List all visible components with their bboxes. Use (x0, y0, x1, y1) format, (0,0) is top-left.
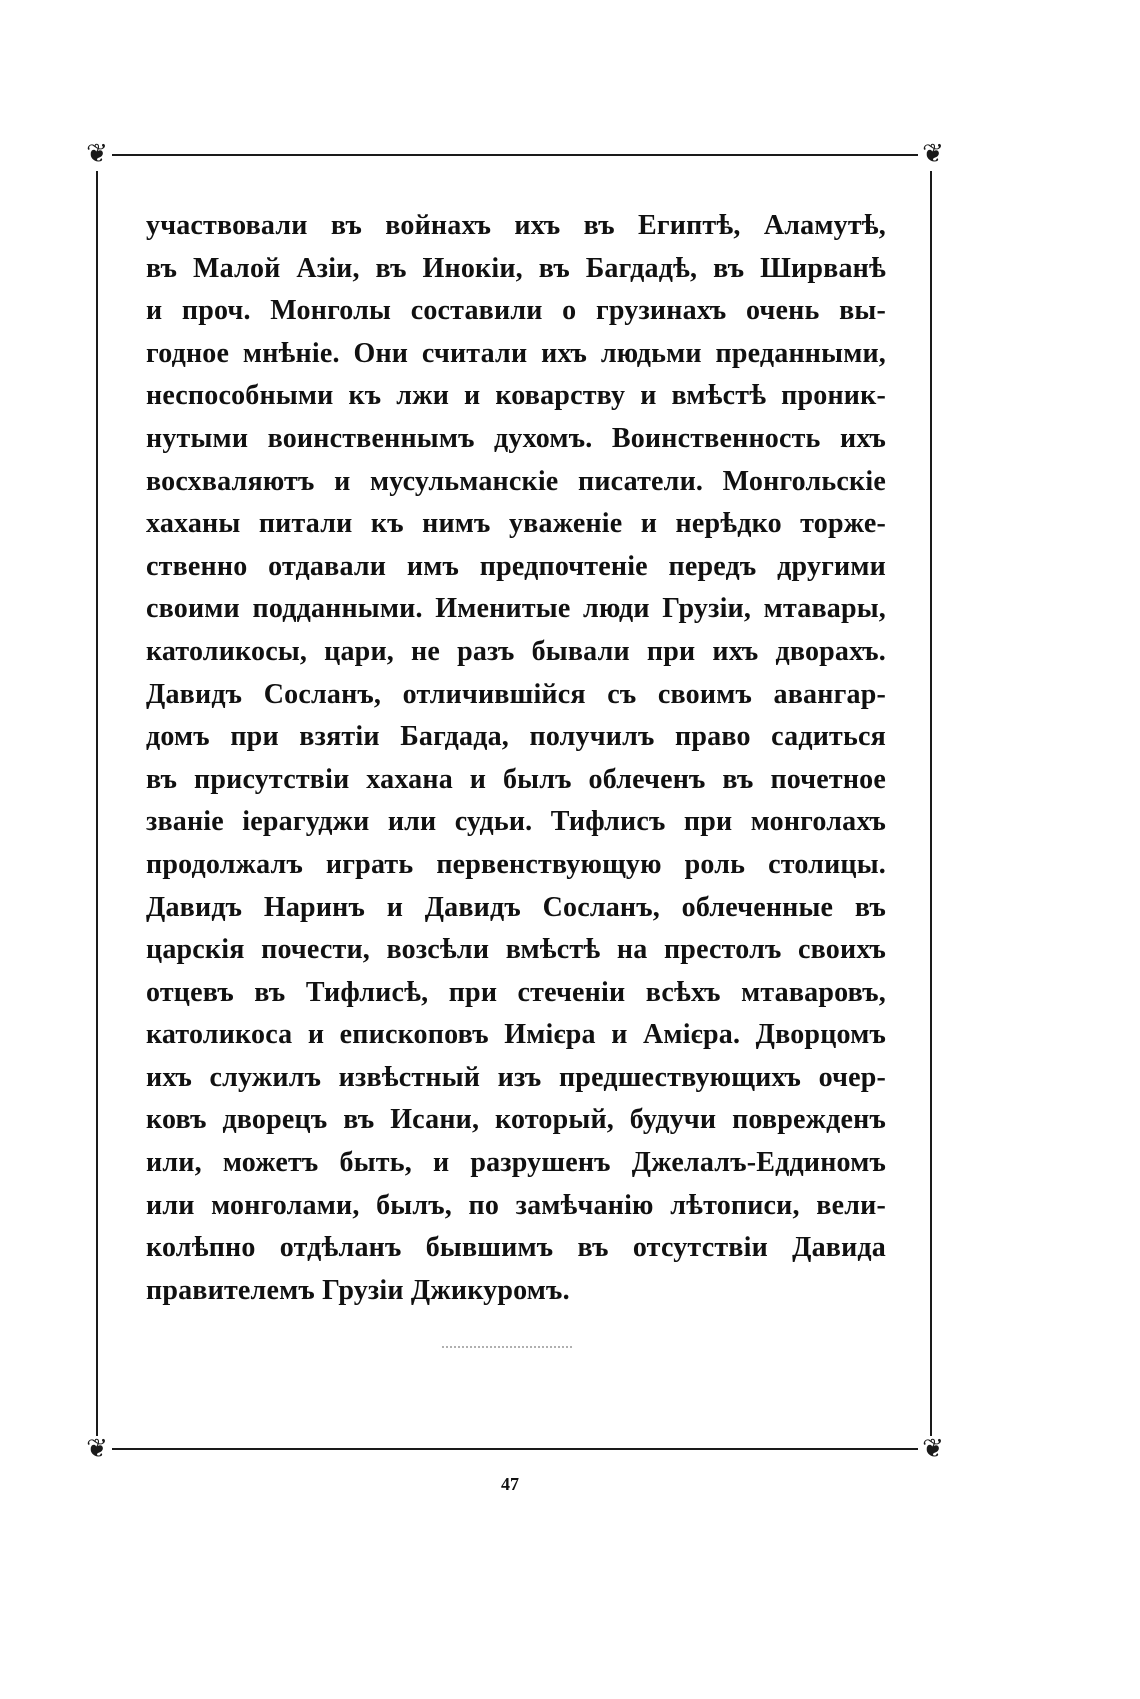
text-line: ственно отдавали имъ предпочтеніе передъ другими (146, 550, 886, 582)
text-line: хаханы питали къ нимъ уваженіе и нерѣдко торже- (146, 508, 886, 540)
text-line: въ Малой Азіи, въ Инокіи, въ Багдадѣ, въ Ширванѣ (146, 252, 886, 284)
text-line: нутыми воинственнымъ духомъ. Воинственность ихъ (146, 422, 886, 454)
text-line: царскія почести, возсѣли вмѣстѣ на престолъ своихъ (146, 934, 886, 966)
text-line: колѣпно отдѣланъ бывшимъ въ отсутствіи Давида (146, 1232, 886, 1264)
text-line: домъ при взятіи Багдада, получилъ право садиться (146, 721, 886, 753)
floral-corner-bottom-right-icon: ❦ (918, 1436, 948, 1466)
text-line: продолжалъ играть первенствующую роль столицы. (146, 848, 886, 880)
text-line: годное мнѣніе. Они считали ихъ людьми преданными, (146, 337, 886, 369)
text-line: участвовали въ войнахъ ихъ въ Египтѣ, Аламутѣ, (146, 210, 886, 241)
text-line: отцевъ въ Тифлисѣ, при стеченіи всѣхъ мтаваровъ, (146, 976, 886, 1008)
text-line: своими подданными. Именитые люди Грузіи, мтавары, (146, 593, 886, 625)
floral-corner-bottom-left-icon: ❦ (82, 1436, 112, 1466)
body-text (146, 205, 886, 1312)
text-line: въ присутствіи хахана и былъ облеченъ въ почетное (146, 763, 886, 795)
floral-corner-top-right-icon: ❦ (918, 141, 948, 171)
text-line: Давидъ Сосланъ, отличившійся съ своимъ авангар- (146, 678, 886, 710)
text-line: восхваляютъ и мусульманскіе писатели. Монгольскіе (146, 465, 886, 497)
end-of-text-dotted-rule (442, 1346, 572, 1348)
page-number: 47 (501, 1474, 519, 1494)
floral-corner-top-left-icon: ❦ (82, 141, 112, 171)
text-line: или, можетъ быть, и разрушенъ Джелалъ-Еддиномъ (146, 1147, 886, 1179)
text-line: неспособными къ лжи и коварству и вмѣстѣ проник- (146, 380, 886, 412)
text-line: и проч. Монголы составили о грузинахъ очень вы- (146, 295, 886, 327)
text-line: или монголами, былъ, по замѣчанію лѣтописи, вели- (146, 1189, 886, 1221)
text-line: ковъ дворецъ въ Исани, который, будучи поврежденъ (146, 1104, 886, 1136)
text-line: ихъ служилъ извѣстный изъ предшествующихъ очер- (146, 1061, 886, 1093)
text-line: католикосы, цари, не разъ бывали при ихъ дворахъ. (146, 635, 886, 667)
text-line-last: правителемъ Грузіи Джикуромъ. (146, 1274, 570, 1306)
text-line: званіе іерагуджи или судьи. Тифлисъ при монголахъ (146, 806, 886, 838)
text-line: католикоса и епископовъ Имієра и Амієра. Дворцомъ (146, 1019, 886, 1051)
text-line: Давидъ Наринъ и Давидъ Сосланъ, облеченные въ (146, 891, 886, 923)
